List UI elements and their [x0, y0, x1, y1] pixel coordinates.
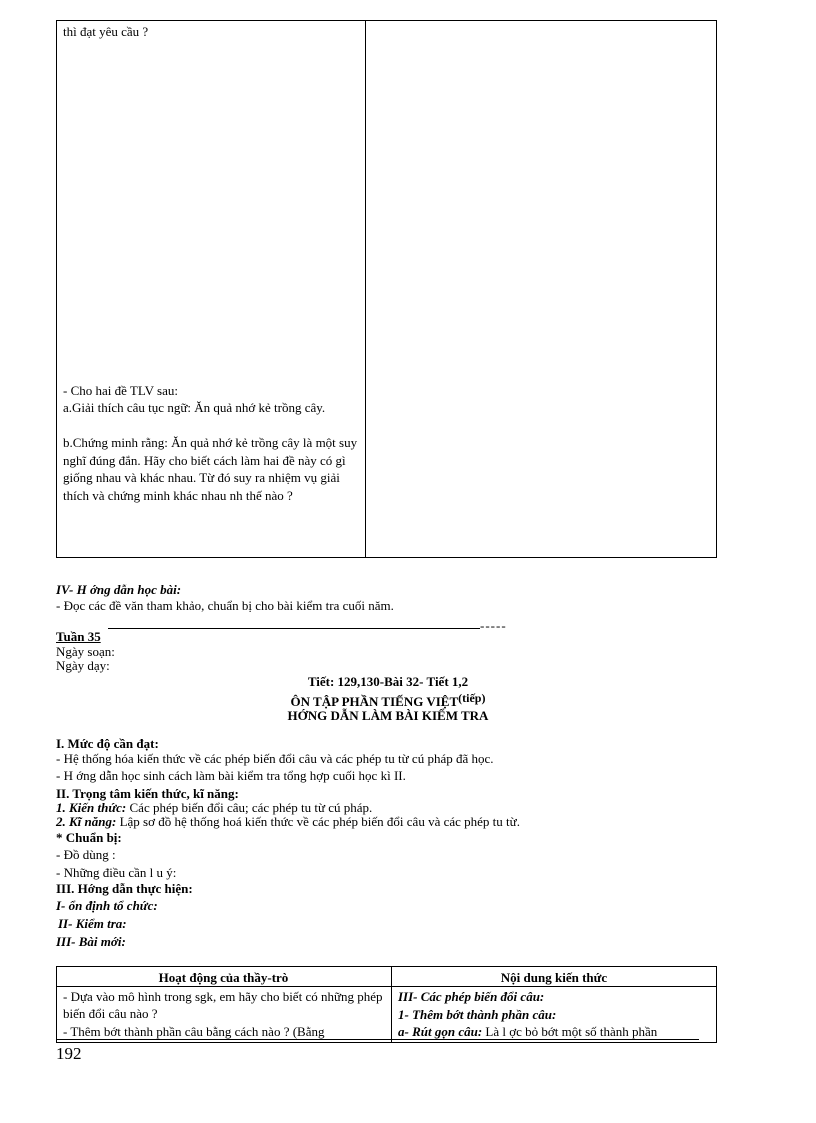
lesson-line-1: Tiết: 129,130-Bài 32- Tiết 1,2 — [307, 674, 469, 689]
week-title: Tuần 35 — [56, 629, 101, 644]
col2-heading-1: III- Các phép biến đổi câu: — [398, 989, 545, 1004]
col2-h3-label: a- Rút gọn câu: — [398, 1024, 483, 1039]
col2-header: Nội dung kiến thức — [500, 970, 608, 985]
col2-heading-2: 1- Thêm bớt thành phần câu: — [398, 1007, 557, 1022]
col1-line: - Thêm bớt thành phần câu bằng cách nào ? (Bằng — [63, 1024, 325, 1039]
step-3: III- Bài mới: — [56, 934, 126, 949]
top-left-cell-text: thì đạt yêu cầu ? — [63, 24, 149, 39]
tools-line: - Đồ dùng : — [56, 847, 116, 862]
teach-date: Ngày dạy: — [56, 658, 110, 673]
prep-heading: * Chuẩn bị: — [56, 830, 122, 845]
step-1: I- ổn định tổ chức: — [56, 898, 158, 913]
table-column-divider — [365, 20, 366, 558]
left-cell-paragraph: - Cho hai đề TLV sau: — [63, 383, 178, 398]
lesson-line-2-text: ÔN TẬP PHẦN TIẾNG VIỆT — [290, 694, 459, 709]
left-cell-paragraph: a.Giải thích câu tục ngữ: Ăn quả nhớ kẻ trồng cây. — [63, 400, 326, 415]
section-iv-text: - Đọc các đề văn tham khảo, chuẩn bị cho bài kiểm tra cuối năm. — [56, 598, 394, 613]
objective-1: - Hệ thống hóa kiến thức về các phép biến đổi câu và các phép tu từ cú pháp đã học. — [56, 751, 494, 766]
heading-ii: II. Trọng tâm kiến thức, kĩ năng: — [56, 786, 239, 801]
separator-dashes: ----- — [480, 618, 507, 633]
bottom-table-header-line — [56, 986, 717, 987]
heading-iii: III. Hớng dẫn thực hiện: — [56, 881, 193, 896]
section-iv-heading: IV- H ớng dẫn học bài: — [56, 582, 182, 597]
step-2: II- Kiểm tra: — [58, 916, 127, 931]
col1-header: Hoạt động của thầy-trò — [158, 970, 289, 985]
skill-label: 2. Kĩ năng: — [56, 814, 117, 829]
lesson-line-3: HỚNG DẪN LÀM BÀI KIỂM TRA — [287, 708, 489, 723]
page-number: 192 — [56, 1044, 82, 1063]
left-cell-paragraph: b.Chứng minh rằng: Ăn quả nhớ kẻ trồng cây là một suy nghĩ đúng đắn. Hãy cho biết cách làm hai đề này có gì giống nhau và khác nhau. Từ đó suy ra nhiệm vụ giải thích và chứng minh khác nhau nh thế nào ? — [63, 435, 358, 503]
col1-line: - Dựa vào mô hình trong sgk, em hãy cho biết có những phép biến đổi câu nào ? — [63, 989, 383, 1021]
separator-line — [108, 628, 480, 629]
col2-h3-text: Là l ợc bỏ bớt một số thành phần — [482, 1024, 658, 1039]
lesson-line-2-sup: (tiếp) — [458, 691, 486, 705]
notes-line: - Những điều cần l u ý: — [56, 865, 177, 880]
prep-date: Ngày soạn: — [56, 644, 115, 659]
skill-line — [56, 813, 520, 830]
col2-line-3 — [398, 1023, 657, 1040]
skill-text: Lập sơ đồ hệ thống hoá kiến thức về các phép biến đổi câu và các phép tu từ. — [116, 814, 520, 829]
footer-rule-2 — [56, 1042, 717, 1043]
knowledge-label: 1. Kiến thức: — [56, 800, 127, 815]
heading-i: I. Mức độ cần đạt: — [56, 736, 159, 751]
objective-2: - H ớng dẫn học sinh cách làm bài kiểm tra tổng hợp cuối học kì II. — [56, 768, 406, 783]
knowledge-text: Các phép biến đổi câu; các phép tu từ cú pháp. — [126, 800, 373, 815]
footer-rule — [56, 1039, 699, 1040]
